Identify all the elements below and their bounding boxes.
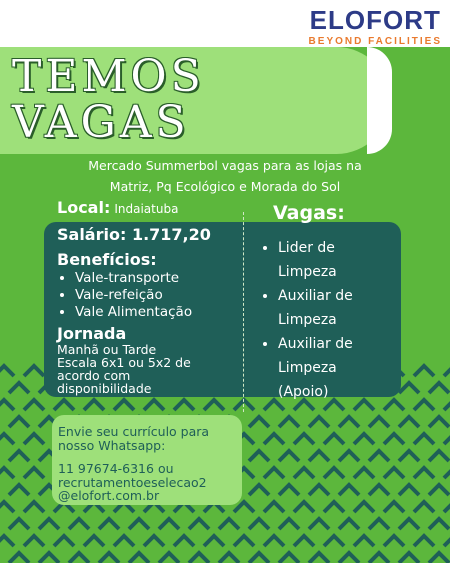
chevron-shape: [84, 536, 104, 546]
chevron-shape: [429, 451, 449, 461]
schedule-line: Escala 6x1 ou 5x2 de: [57, 355, 191, 370]
chevron-shape: [384, 468, 404, 478]
chevron-shape: [204, 536, 224, 546]
chevron-shape: [114, 536, 134, 546]
schedule-line: disponibilidade: [57, 381, 152, 396]
chevron-shape: [24, 502, 44, 512]
chevron-shape: [249, 485, 269, 495]
chevron-shape: [0, 502, 14, 512]
chevron-shape: [219, 519, 239, 529]
chevron-shape: [429, 383, 449, 393]
contact-phone[interactable]: 11 97674-6316 ou: [58, 461, 174, 476]
chevron-shape: [369, 417, 389, 427]
chevron-shape: [339, 553, 359, 563]
chevron-shape: [294, 434, 314, 444]
chevron-shape: [189, 553, 209, 563]
vacancy-line: (Apoio): [278, 384, 329, 400]
chevron-shape: [294, 502, 314, 512]
job-details: [57, 224, 242, 395]
chevron-shape: [339, 451, 359, 461]
company-logo: [309, 6, 442, 47]
benefits-heading: Benefícios:: [57, 250, 157, 269]
chevron-shape: [309, 553, 329, 563]
chevron-shape: [249, 519, 269, 529]
vacancy-line: Limpeza: [278, 360, 337, 376]
chevron-shape: [0, 366, 14, 376]
chevron-shape: [129, 553, 149, 563]
job-description: [30, 155, 420, 197]
chevron-shape: [369, 553, 389, 563]
chevron-shape: [9, 451, 29, 461]
description-line1: Mercado Summerbol vagas para as lojas na: [88, 158, 362, 173]
chevron-shape: [399, 485, 419, 495]
chevron-shape: [429, 553, 449, 563]
chevron-shape: [69, 553, 89, 563]
chevron-shape: [249, 417, 269, 427]
chevron-shape: [444, 366, 450, 376]
chevron-shape: [9, 417, 29, 427]
chevron-shape: [0, 468, 14, 478]
chevron-shape: [354, 502, 374, 512]
chevron-shape: [414, 434, 434, 444]
salary: Salário: 1.717,20: [57, 225, 211, 244]
column-divider: [243, 212, 245, 412]
chevron-shape: [369, 519, 389, 529]
contact-email-domain[interactable]: @elofort.com.br: [58, 488, 160, 503]
chevron-shape: [429, 417, 449, 427]
chevron-shape: [264, 468, 284, 478]
vacancy-line: • Auxiliar de: [278, 288, 353, 304]
contact-box: [52, 415, 242, 505]
vacancies-list: [262, 236, 413, 404]
schedule-text: [57, 343, 242, 395]
chevron-shape: [99, 553, 119, 563]
location-value: Indaiatuba: [114, 202, 179, 216]
chevron-shape: [279, 553, 299, 563]
chevron-shape: [399, 553, 419, 563]
chevron-shape: [354, 536, 374, 546]
chevron-shape: [9, 383, 29, 393]
chevron-shape: [0, 536, 14, 546]
chevron-shape: [369, 451, 389, 461]
logo-wordmark: ELOFORT: [309, 5, 441, 35]
chevron-shape: [339, 485, 359, 495]
chevron-shape: [234, 536, 254, 546]
chevron-shape: [414, 468, 434, 478]
location: [57, 198, 178, 217]
chevron-shape: [429, 519, 449, 529]
chevron-shape: [189, 519, 209, 529]
chevron-shape: [339, 519, 359, 529]
chevron-shape: [114, 400, 134, 410]
vacancy-line: • Auxiliar de: [278, 336, 353, 352]
chevron-shape: [294, 468, 314, 478]
vacancy-item: [278, 332, 413, 404]
chevron-shape: [324, 502, 344, 512]
chevron-shape: [309, 451, 329, 461]
chevron-shape: [384, 434, 404, 444]
chevron-shape: [24, 536, 44, 546]
chevron-shape: [444, 468, 450, 478]
chevron-shape: [444, 400, 450, 410]
chevron-shape: [174, 536, 194, 546]
chevron-shape: [324, 434, 344, 444]
chevron-shape: [144, 400, 164, 410]
chevron-shape: [264, 502, 284, 512]
chevron-shape: [279, 417, 299, 427]
vacancy-item: [278, 284, 413, 332]
chevron-shape: [9, 519, 29, 529]
chevron-shape: [324, 468, 344, 478]
chevron-shape: [309, 485, 329, 495]
chevron-shape: [54, 400, 74, 410]
chevron-shape: [414, 502, 434, 512]
chevron-shape: [159, 553, 179, 563]
hero-accent: [367, 47, 392, 154]
chevron-shape: [309, 519, 329, 529]
chevron-shape: [99, 519, 119, 529]
chevron-shape: [309, 417, 329, 427]
hero-title-line1: TEMOS: [12, 51, 205, 102]
vacancy-item: [278, 236, 413, 284]
chevron-shape: [369, 485, 389, 495]
chevron-shape: [0, 434, 14, 444]
hero-title: [12, 51, 205, 148]
chevron-shape: [384, 502, 404, 512]
chevron-shape: [129, 519, 149, 529]
chevron-shape: [399, 519, 419, 529]
chevron-shape: [84, 400, 104, 410]
chevron-shape: [174, 400, 194, 410]
chevron-shape: [249, 451, 269, 461]
logo-tagline: BEYOND FACILITIES: [308, 36, 442, 47]
chevron-shape: [444, 502, 450, 512]
benefit-item: • Vale Alimentação: [75, 304, 242, 321]
description-line2: Matriz, Pq Ecológico e Morada do Sol: [109, 179, 341, 194]
chevron-shape: [384, 536, 404, 546]
chevron-shape: [24, 400, 44, 410]
chevron-shape: [294, 536, 314, 546]
chevron-shape: [414, 400, 434, 410]
chevron-shape: [204, 400, 224, 410]
chevron-shape: [54, 536, 74, 546]
chevron-shape: [444, 434, 450, 444]
chevron-shape: [24, 366, 44, 376]
schedule-line: acordo com: [57, 368, 131, 383]
contact-email[interactable]: recrutamentoeselecao2: [58, 474, 207, 490]
hero-title-line2: VAGAS: [12, 97, 190, 148]
contact-line: Envie seu currículo para: [58, 424, 210, 439]
chevron-shape: [399, 451, 419, 461]
location-label: Local:: [57, 198, 111, 217]
chevron-shape: [39, 553, 59, 563]
benefits-list: [57, 270, 242, 321]
vacancy-line: • Lider de: [278, 240, 335, 256]
vacancy-line: Limpeza: [278, 264, 337, 280]
chevron-shape: [234, 502, 254, 512]
benefit-item: • Vale-transporte: [75, 270, 242, 287]
chevron-shape: [24, 434, 44, 444]
chevron-shape: [399, 417, 419, 427]
chevron-shape: [9, 553, 29, 563]
chevron-shape: [144, 536, 164, 546]
chevron-shape: [429, 485, 449, 495]
chevron-shape: [159, 519, 179, 529]
chevron-shape: [414, 366, 434, 376]
chevron-shape: [279, 485, 299, 495]
chevron-shape: [324, 536, 344, 546]
chevron-shape: [354, 434, 374, 444]
schedule-heading: Jornada: [57, 324, 127, 343]
chevron-shape: [219, 553, 239, 563]
chevron-shape: [444, 536, 450, 546]
chevron-shape: [279, 519, 299, 529]
vacancies-heading: Vagas:: [273, 202, 345, 224]
chevron-shape: [279, 451, 299, 461]
chevron-shape: [339, 417, 359, 427]
chevron-shape: [264, 536, 284, 546]
vacancy-line: Limpeza: [278, 312, 337, 328]
chevron-shape: [39, 519, 59, 529]
chevron-shape: [0, 400, 14, 410]
chevron-shape: [69, 519, 89, 529]
chevron-shape: [249, 553, 269, 563]
chevron-shape: [354, 468, 374, 478]
chevron-shape: [9, 485, 29, 495]
schedule-line: Manhã ou Tarde: [57, 342, 157, 357]
chevron-shape: [24, 468, 44, 478]
chevron-shape: [414, 536, 434, 546]
benefit-item: • Vale-refeição: [75, 287, 242, 304]
contact-line: nosso Whatsapp:: [58, 437, 166, 453]
chevron-shape: [264, 434, 284, 444]
